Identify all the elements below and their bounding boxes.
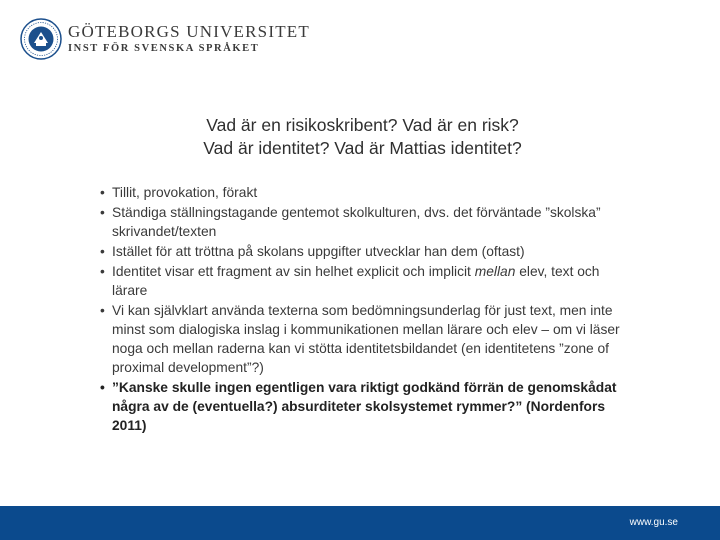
bullet-text-emphasis: mellan <box>474 264 516 279</box>
bullet-dot: • <box>100 264 105 279</box>
bullet-text: ”Kanske skulle ingen egentligen vara riktigt godkänd förrän de genomskådat några av de (eventuella?) absurditeter skolsystemet rymmer?” (Nordenfors 2011) <box>112 380 617 433</box>
university-name: GÖTEBORGS UNIVERSITET <box>68 22 310 42</box>
title-line-2: Vad är identitet? Vad är Mattias identitet? <box>203 138 522 158</box>
footer-bar <box>0 506 720 540</box>
bullet-item <box>100 262 620 300</box>
bullet-text-after: elev, text och lärare <box>112 264 600 298</box>
bullet-item <box>100 203 620 241</box>
bullet-list <box>100 183 620 436</box>
bullet-text: Ständiga ställningstagande gentemot skolkulturen, dvs. det förväntade ”skolska” skrivandet/texten <box>112 205 601 239</box>
bullet-dot: • <box>100 303 105 318</box>
bullet-text-before: Identitet visar ett fragment av sin helhet explicit och implicit <box>112 264 475 279</box>
bullet-item <box>100 301 620 377</box>
bullet-dot: • <box>100 380 105 395</box>
header <box>20 14 310 64</box>
brand-block <box>68 23 310 55</box>
bullet-text <box>112 264 599 298</box>
university-seal-icon <box>20 18 62 60</box>
bullet-text: Tillit, provokation, förakt <box>112 185 258 200</box>
title-line-1: Vad är en risikoskribent? Vad är en risk? <box>206 115 519 135</box>
bullet-item-quote <box>100 378 620 435</box>
bullet-item <box>100 183 620 202</box>
bullet-dot: • <box>100 205 105 220</box>
bullet-dot: • <box>100 185 105 200</box>
bullet-text: Vi kan självklart använda texterna som bedömningsunderlag för just text, men inte minst som dialogiska inslag i kommunikationen mellan lärare och elev – om vi läser noga och mellan raderna kan vi stötta identitetsbildandet (en identitetens ”zone of proximal development”?) <box>112 303 620 375</box>
bullet-dot: • <box>100 244 105 259</box>
bullet-item <box>100 242 620 261</box>
bullet-text: Istället för att tröttna på skolans uppgifter utvecklar han dem (oftast) <box>112 244 525 259</box>
institution-name: INST FÖR SVENSKA SPRÅKET <box>68 43 260 55</box>
slide-title <box>90 114 635 160</box>
footer-url: www.gu.se <box>629 517 678 528</box>
